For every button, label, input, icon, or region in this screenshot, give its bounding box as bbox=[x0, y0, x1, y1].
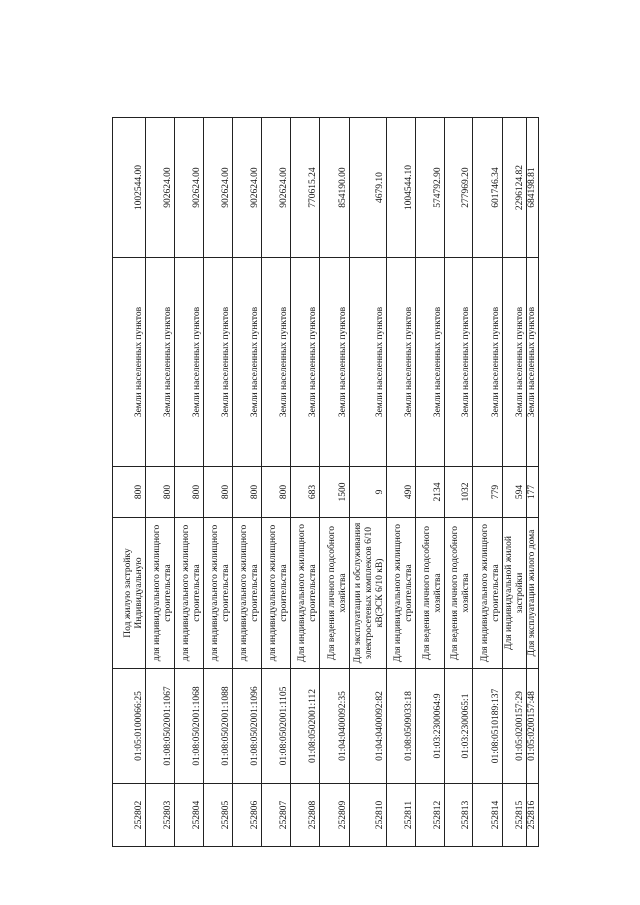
row-id-cell: 252810 bbox=[350, 784, 387, 847]
table-row bbox=[175, 118, 204, 847]
cadastral-number-cell: 01:08:0509033:18 bbox=[387, 669, 416, 784]
permitted-use-cell: Для индивидуального жилищного строительства bbox=[473, 518, 503, 669]
area-sqm-cell: 177 bbox=[527, 467, 539, 518]
area-sqm-cell: 594 bbox=[503, 467, 527, 518]
land-category-cell: Земли населенных пунктов bbox=[320, 258, 350, 467]
permitted-use-cell: Для ведения личного подсобного хозяйства bbox=[445, 518, 473, 669]
land-category-cell: Земли населенных пунктов bbox=[503, 258, 527, 467]
table-row bbox=[262, 118, 291, 847]
cadastral-value-cell: 902624.00 bbox=[175, 118, 204, 258]
cadastral-number-cell: 01:04:0400092:35 bbox=[320, 669, 350, 784]
land-category-cell: Земли населенных пунктов bbox=[473, 258, 503, 467]
area-sqm-cell: 490 bbox=[387, 467, 416, 518]
row-id-cell: 252811 bbox=[387, 784, 416, 847]
table-row bbox=[350, 118, 387, 847]
area-sqm-cell: 1032 bbox=[445, 467, 473, 518]
table-row bbox=[113, 118, 146, 847]
cadastral-value-cell: 1002544.00 bbox=[113, 118, 146, 258]
cadastral-value-cell: 684198.81 bbox=[527, 118, 539, 258]
land-category-cell: Земли населенных пунктов bbox=[527, 258, 539, 467]
row-id-cell: 252808 bbox=[291, 784, 320, 847]
cadastral-number-cell: 01:05:0100066:25 bbox=[113, 669, 146, 784]
land-category-cell: Земли населенных пунктов bbox=[233, 258, 262, 467]
row-id-cell: 252807 bbox=[262, 784, 291, 847]
row-id-cell: 252816 bbox=[527, 784, 539, 847]
table-row bbox=[146, 118, 175, 847]
cadastral-number-cell: 01:08:0502001:1096 bbox=[233, 669, 262, 784]
land-category-cell: Земли населенных пунктов bbox=[262, 258, 291, 467]
table-row bbox=[291, 118, 320, 847]
table-row bbox=[527, 118, 539, 847]
cadastral-value-cell: 902624.00 bbox=[146, 118, 175, 258]
land-category-cell: Земли населенных пунктов bbox=[387, 258, 416, 467]
cadastral-value-cell: 574792.90 bbox=[416, 118, 445, 258]
permitted-use-cell: для индивидуального жилищного строительства bbox=[204, 518, 233, 669]
row-id-cell: 252805 bbox=[204, 784, 233, 847]
area-sqm-cell: 800 bbox=[175, 467, 204, 518]
land-category-cell: Земли населенных пунктов bbox=[350, 258, 387, 467]
permitted-use-cell: Для индивидуального жилищного строительства bbox=[291, 518, 320, 669]
row-id-cell: 252804 bbox=[175, 784, 204, 847]
land-category-cell: Земли населенных пунктов bbox=[445, 258, 473, 467]
land-category-cell: Земли населенных пунктов bbox=[113, 258, 146, 467]
table-row bbox=[445, 118, 473, 847]
cadastral-number-cell: 01:08:0502001:1067 bbox=[146, 669, 175, 784]
cadastral-number-cell: 01:08:0502001:112 bbox=[291, 669, 320, 784]
cadastral-number-cell: 01:08:0510189:137 bbox=[473, 669, 503, 784]
permitted-use-cell: Для эксплуатации жилого дома bbox=[527, 518, 539, 669]
cadastral-value-cell: 902624.00 bbox=[262, 118, 291, 258]
permitted-use-cell: Для ведения личного подсобного хозяйства bbox=[320, 518, 350, 669]
table-row bbox=[473, 118, 503, 847]
area-sqm-cell: 9 bbox=[350, 467, 387, 518]
row-id-cell: 252802 bbox=[113, 784, 146, 847]
area-sqm-cell: 683 bbox=[291, 467, 320, 518]
cadastral-number-cell: 01:03:2300064:9 bbox=[416, 669, 445, 784]
cadastral-value-cell: 902624.00 bbox=[204, 118, 233, 258]
row-id-cell: 252812 bbox=[416, 784, 445, 847]
cadastral-value-cell: 1004544.10 bbox=[387, 118, 416, 258]
cadastral-value-cell: 277969.20 bbox=[445, 118, 473, 258]
table-body bbox=[113, 118, 539, 847]
cadastral-value-cell: 601746.34 bbox=[473, 118, 503, 258]
table-row bbox=[416, 118, 445, 847]
table-row bbox=[204, 118, 233, 847]
area-sqm-cell: 800 bbox=[146, 467, 175, 518]
permitted-use-cell: для индивидуального жилищного строительства bbox=[175, 518, 204, 669]
area-sqm-cell: 779 bbox=[473, 467, 503, 518]
cadastral-number-cell: 01:08:0502001:1105 bbox=[262, 669, 291, 784]
table-row bbox=[320, 118, 350, 847]
cadastral-number-cell: 01:08:0502001:1068 bbox=[175, 669, 204, 784]
land-category-cell: Земли населенных пунктов bbox=[291, 258, 320, 467]
cadastral-value-cell: 2296124.82 bbox=[503, 118, 527, 258]
cadastral-number-cell: 01:08:0502001:1088 bbox=[204, 669, 233, 784]
cadastral-value-cell: 854190.00 bbox=[320, 118, 350, 258]
permitted-use-cell: Под жилую застройку Индивидуальную bbox=[113, 518, 146, 669]
permitted-use-cell: для индивидуального жилищного строительства bbox=[262, 518, 291, 669]
area-sqm-cell: 2134 bbox=[416, 467, 445, 518]
cadastral-number-cell: 01:05:0200157:29 bbox=[503, 669, 527, 784]
area-sqm-cell: 800 bbox=[113, 467, 146, 518]
table-row bbox=[503, 118, 527, 847]
permitted-use-cell: Для индивидуального жилищного строительства bbox=[387, 518, 416, 669]
table-row bbox=[387, 118, 416, 847]
land-category-cell: Земли населенных пунктов bbox=[204, 258, 233, 467]
land-category-cell: Земли населенных пунктов bbox=[146, 258, 175, 467]
cadastral-number-cell: 01:03:2300065:1 bbox=[445, 669, 473, 784]
permitted-use-cell: для индивидуального жилищного строительства bbox=[146, 518, 175, 669]
row-id-cell: 252809 bbox=[320, 784, 350, 847]
row-id-cell: 252806 bbox=[233, 784, 262, 847]
permitted-use-cell: Для ведения личного подсобного хозяйства bbox=[416, 518, 445, 669]
area-sqm-cell: 800 bbox=[233, 467, 262, 518]
rotated-table-wrapper bbox=[112, 118, 537, 847]
permitted-use-cell: для индивидуального жилищного строительства bbox=[233, 518, 262, 669]
cadastral-value-cell: 902624.00 bbox=[233, 118, 262, 258]
row-id-cell: 252814 bbox=[473, 784, 503, 847]
cadastral-value-cell: 4679.10 bbox=[350, 118, 387, 258]
permitted-use-cell: Для эксплуатации и обслуживания электросетевых комплексов 6/10 кВ(ЭСК 6/10 кВ) bbox=[350, 518, 387, 669]
area-sqm-cell: 800 bbox=[262, 467, 291, 518]
area-sqm-cell: 1500 bbox=[320, 467, 350, 518]
row-id-cell: 252813 bbox=[445, 784, 473, 847]
land-category-cell: Земли населенных пунктов bbox=[416, 258, 445, 467]
row-id-cell: 252815 bbox=[503, 784, 527, 847]
area-sqm-cell: 800 bbox=[204, 467, 233, 518]
land-parcels-table bbox=[112, 117, 539, 847]
table-row bbox=[233, 118, 262, 847]
row-id-cell: 252803 bbox=[146, 784, 175, 847]
cadastral-number-cell: 01:05:0200157:48 bbox=[527, 669, 539, 784]
cadastral-number-cell: 01:04:0400092:82 bbox=[350, 669, 387, 784]
permitted-use-cell: Для индивидуальной жилой застройки bbox=[503, 518, 527, 669]
cadastral-value-cell: 770615.24 bbox=[291, 118, 320, 258]
land-category-cell: Земли населенных пунктов bbox=[175, 258, 204, 467]
